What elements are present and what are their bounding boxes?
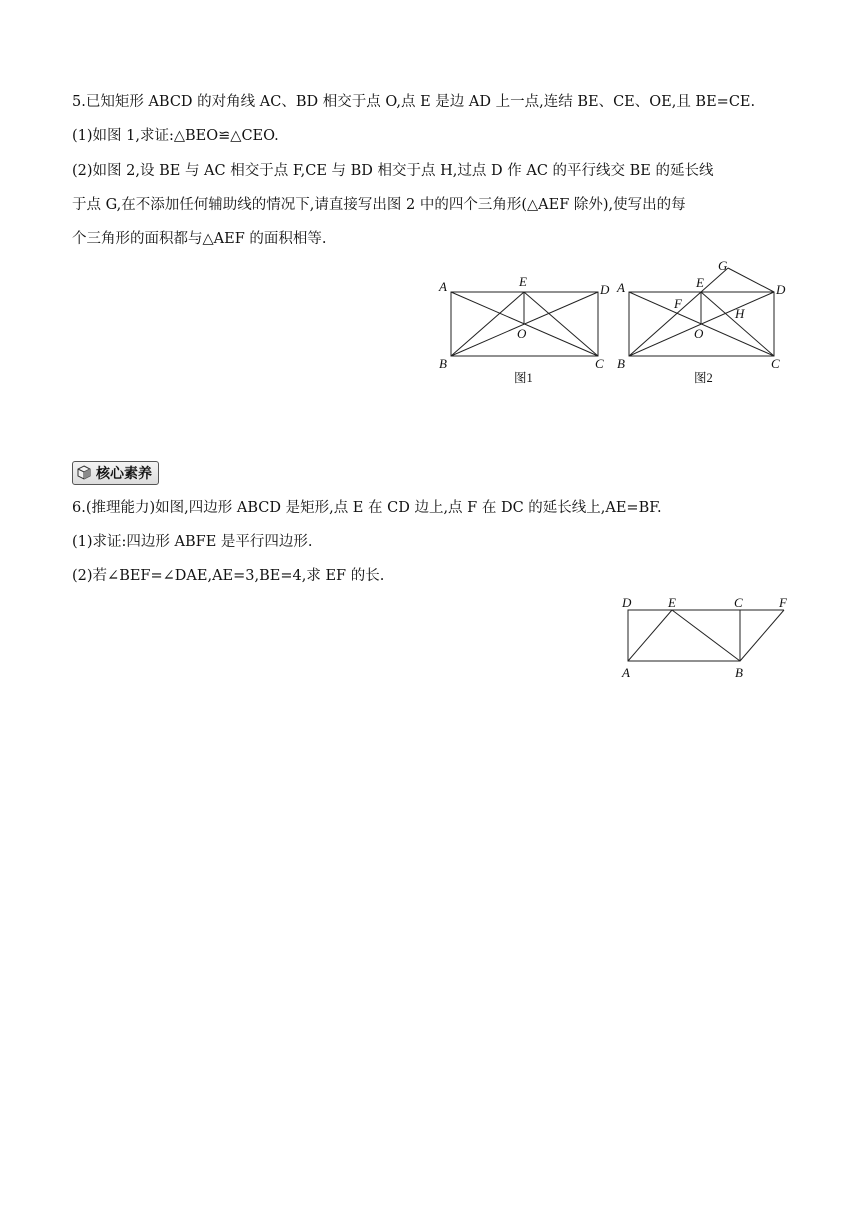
fig2-label-a: A bbox=[617, 280, 625, 295]
fig2-caption: 图2 bbox=[694, 371, 713, 385]
fig6-label-d: D bbox=[622, 595, 632, 610]
problem5-part2-line3: 个三角形的面积都与△AEF 的面积相等. bbox=[72, 231, 327, 247]
section-badge bbox=[72, 461, 159, 485]
fig2-segment-bg bbox=[629, 268, 728, 356]
fig1-label-o: O bbox=[517, 326, 527, 341]
fig2-label-g: G bbox=[718, 258, 728, 273]
fig6-label-c: C bbox=[734, 595, 743, 610]
fig6-label-e: E bbox=[668, 595, 676, 610]
fig2-label-h: H bbox=[735, 306, 745, 321]
cube-icon bbox=[76, 465, 92, 481]
fig6-label-b: B bbox=[735, 665, 743, 680]
figure-2 bbox=[610, 256, 800, 390]
fig1-segment-be bbox=[451, 292, 524, 356]
fig2-segment-ce bbox=[701, 292, 774, 356]
fig1-caption: 图1 bbox=[514, 371, 533, 385]
fig6-segment-bf bbox=[740, 610, 784, 661]
fig6-rectangle-abcd bbox=[628, 610, 740, 661]
problem6-statement: 6.(推理能力)如图,四边形 ABCD 是矩形,点 E 在 CD 边上,点 F 在 DC 的延长线上,AE=BF. bbox=[72, 500, 662, 516]
fig2-label-e: E bbox=[696, 275, 704, 290]
fig1-label-a: A bbox=[439, 279, 447, 294]
fig2-label-o: O bbox=[694, 326, 704, 341]
fig2-label-b: B bbox=[617, 356, 625, 371]
figure-1 bbox=[430, 270, 620, 390]
fig1-label-e: E bbox=[519, 274, 527, 289]
fig2-segment-dg bbox=[728, 268, 774, 292]
fig1-label-d: D bbox=[600, 282, 610, 297]
fig6-segment-ae bbox=[628, 610, 672, 661]
problem5-part1: (1)如图 1,求证:△BEO≌△CEO. bbox=[72, 128, 279, 144]
fig2-label-f: F bbox=[674, 296, 682, 311]
problem6-part1: (1)求证:四边形 ABFE 是平行四边形. bbox=[72, 534, 313, 550]
problem5-part2-line1: (2)如图 2,设 BE 与 AC 相交于点 F,CE 与 BD 相交于点 H,过点 D 作 AC 的平行线交 BE 的延长线 bbox=[72, 163, 714, 179]
fig1-label-c: C bbox=[595, 356, 604, 371]
fig1-segment-ce bbox=[524, 292, 598, 356]
problem5-part2-line2: 于点 G,在不添加任何辅助线的情况下,请直接写出图 2 中的四个三角形(△AEF 除外),使写出的每 bbox=[72, 197, 686, 213]
fig2-label-c: C bbox=[771, 356, 780, 371]
problem6-part2: (2)若∠BEF=∠DAE,AE=3,BE=4,求 EF 的长. bbox=[72, 568, 385, 584]
problem5-statement-line1: 5.已知矩形 ABCD 的对角线 AC、BD 相交于点 O,点 E 是边 AD 上一点,连结 BE、CE、OE,且 BE=CE. bbox=[72, 94, 756, 110]
fig2-label-d: D bbox=[776, 282, 786, 297]
fig6-segment-eb bbox=[672, 610, 740, 661]
fig6-label-f: F bbox=[779, 595, 787, 610]
section-heading bbox=[72, 462, 159, 484]
fig6-label-a: A bbox=[622, 665, 630, 680]
fig1-label-b: B bbox=[439, 356, 447, 371]
figure-problem6 bbox=[612, 592, 802, 684]
section-title: 核心素养 bbox=[96, 466, 152, 482]
